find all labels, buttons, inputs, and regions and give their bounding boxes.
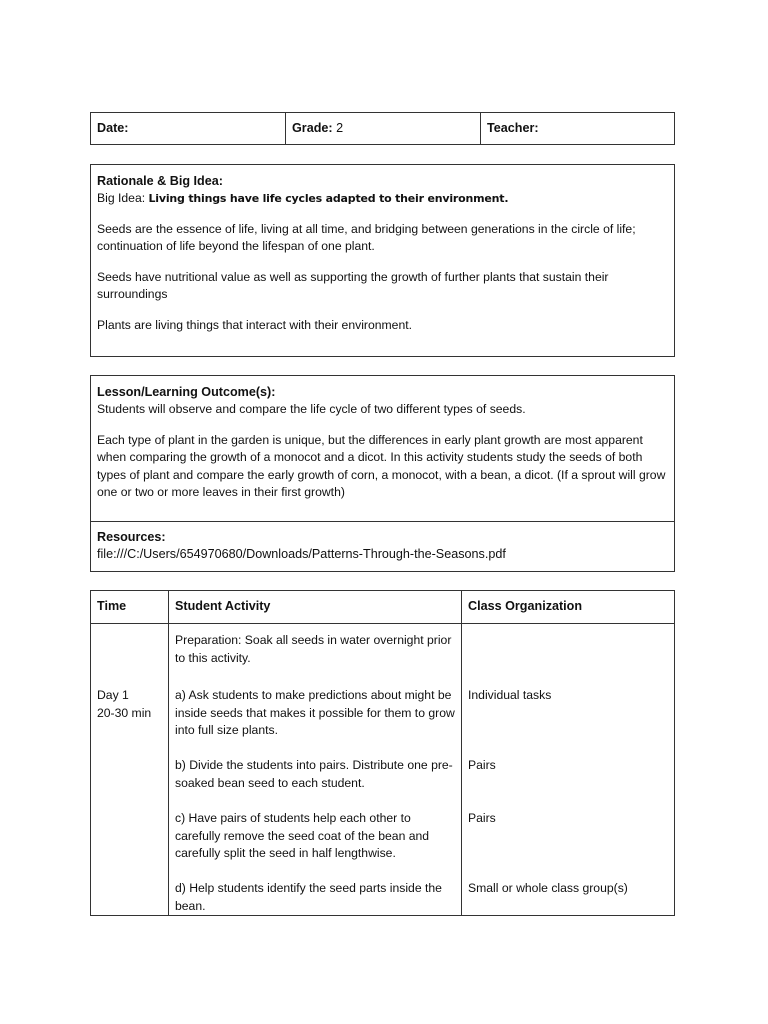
outcomes-line: Students will observe and compare the life cycle of two different types of seeds.: [97, 402, 526, 416]
header-student-activity: Student Activity: [169, 591, 462, 623]
activity-table-header: [91, 591, 674, 624]
date-cell: [91, 113, 286, 144]
activity-table-body: [91, 624, 674, 915]
time-duration: 20-30 min: [97, 705, 152, 720]
outcomes-paragraph: Each type of plant in the garden is unique, but the differences in early plant growth are most apparent when comparing the growth of a monocot and a dicot. In this activity students study the seeds of both types of plant and compare the early growth of corn, a monocot, with a bean, a dicot. (If a sprout will grow one or two or more leaves in their first growth): [97, 432, 666, 499]
outcomes-box: [90, 375, 675, 572]
big-idea-label: Big Idea:: [97, 191, 146, 205]
teacher-label: Teacher:: [487, 121, 539, 135]
activity-a: a) Ask students to make predictions about might be inside seeds that makes it possible for them to grow into full size plants.: [175, 688, 455, 737]
rationale-paragraph-1: Seeds are the essence of life, living at all time, and bridging between generations in the circle of life; continuation of life beyond the lifespan of one plant.: [97, 221, 636, 253]
rationale-title: Rationale & Big Idea:: [97, 174, 223, 188]
header-table: [90, 112, 675, 145]
organization-d: Small or whole class group(s): [468, 881, 628, 895]
activity-preparation: Preparation: Soak all seeds in water overnight prior to this activity.: [175, 633, 452, 665]
date-label: Date:: [97, 121, 129, 135]
organization-b: Pairs: [468, 758, 496, 772]
big-idea-line: [97, 190, 668, 208]
time-cell: [97, 687, 167, 722]
grade-cell: [286, 113, 481, 144]
rationale-box: [90, 164, 675, 357]
grade-value: 2: [336, 121, 344, 135]
activity-d: d) Help students identify the seed parts inside the bean.: [175, 881, 442, 913]
activity-c: c) Have pairs of students help each other to carefully remove the seed coat of the bean and carefully split the seed in half lengthwise.: [175, 811, 430, 860]
resources-title: Resources:: [97, 530, 166, 544]
header-class-organization: Class Organization: [468, 599, 583, 613]
header-time: Time: [91, 591, 169, 623]
activity-table: [90, 590, 675, 916]
outcomes-title: Lesson/Learning Outcome(s):: [97, 385, 276, 399]
teacher-cell: [481, 113, 674, 144]
grade-label: Grade:: [292, 121, 333, 135]
outcomes-section: [91, 376, 674, 522]
activity-b: b) Divide the students into pairs. Distribute one pre-soaked bean seed to each student.: [175, 758, 453, 790]
organization-c: Pairs: [468, 811, 496, 825]
rationale-paragraph-3: Plants are living things that interact with their environment.: [97, 317, 413, 332]
organization-a: Individual tasks: [468, 688, 552, 702]
resources-link[interactable]: file:///C:/Users/654970680/Downloads/Patterns-Through-the-Seasons.pdf: [97, 547, 506, 561]
time-column: [91, 624, 169, 915]
time-day: Day 1: [97, 688, 129, 702]
big-idea-text: Living things have life cycles adapted to their environment.: [148, 192, 509, 205]
resources-section: [91, 522, 674, 564]
rationale-paragraph-2: Seeds have nutritional value as well as supporting the growth of further plants that sustain their surroundings: [97, 269, 609, 301]
